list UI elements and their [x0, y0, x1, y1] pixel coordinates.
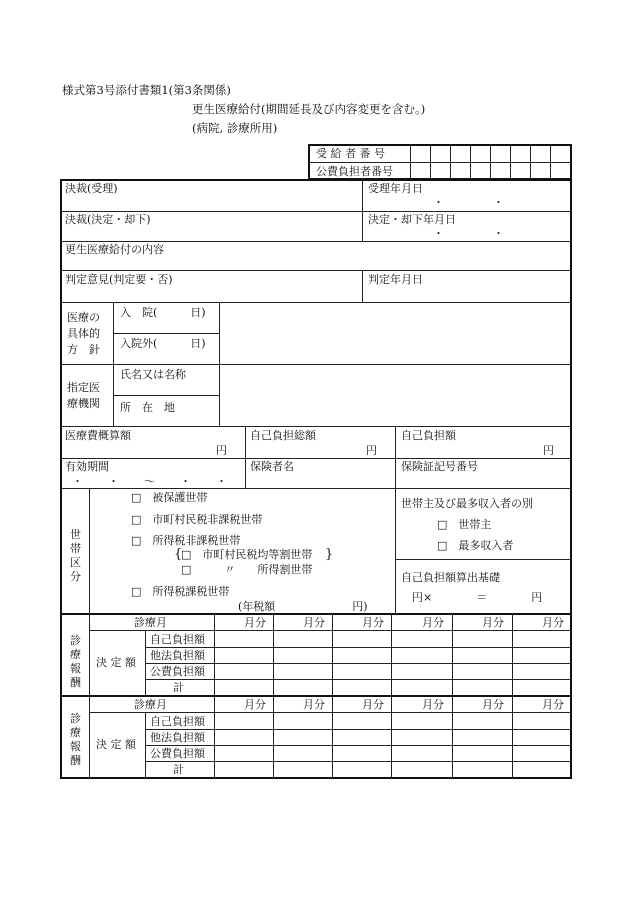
validity-label: 有効期間 — [65, 460, 109, 473]
copay-yen: 円 — [543, 444, 554, 457]
billing-month-1: 月分 — [244, 616, 266, 629]
validity-period-value: ・ ・ ～ ・ ・ — [72, 475, 228, 488]
household-option-municipal-exempt[interactable]: □ 市町村民税非課税世帯 — [131, 513, 263, 526]
billing-item-other-1: 他法負担額 — [150, 649, 205, 662]
billing-month-6: 月分 — [542, 616, 564, 629]
institution-label-2: 療機関 — [67, 397, 100, 410]
billing-month-label-2: 診療月 — [134, 698, 167, 711]
billing-month-1: 月分 — [244, 698, 266, 711]
household-head-option[interactable]: □ 世帯主 — [437, 518, 492, 531]
reject-date-label: 決定・却下年月日 — [368, 213, 456, 226]
billing-item-total-2: 計 — [173, 763, 184, 776]
billing-item-public-2: 公費負担額 — [150, 747, 205, 760]
bracket-right: } — [325, 547, 334, 562]
judgment-date-label: 判定年月日 — [368, 273, 423, 286]
bracket-left: { — [174, 547, 183, 562]
billing-item-copay-1: 自己負担額 — [150, 633, 205, 646]
household-option-welfare[interactable]: □ 被保護世帯 — [131, 491, 208, 504]
billing-label-2: 診療報酬 — [70, 712, 81, 767]
copay-total-label: 自己負担総額 — [250, 429, 316, 442]
billing-label-1: 診療報酬 — [70, 634, 81, 689]
copay-label: 自己負担額 — [401, 429, 456, 442]
household-label: 世帯区分 — [70, 528, 81, 583]
reject-date-dot: ・ — [493, 227, 504, 240]
top-earner-option[interactable]: □ 最多収入者 — [437, 539, 514, 552]
billing-decided-label-1: 決 定 額 — [96, 656, 136, 669]
institution-address-label: 所 在 地 — [120, 401, 175, 414]
institution-name-label: 氏名又は名称 — [120, 368, 186, 381]
insurer-label: 保険者名 — [250, 460, 294, 473]
billing-month-5: 月分 — [482, 698, 504, 711]
institution-label-1: 指定医 — [67, 381, 100, 394]
policy-label-3: 方 針 — [67, 343, 100, 356]
annual-tax-amount: (年税額 円) — [238, 600, 368, 613]
judgment-label: 判定意見(判定要・否) — [65, 273, 173, 286]
recipient-number-label: 受 給 者 番 号 — [316, 147, 385, 160]
household-sub-option-equal[interactable]: □ 市町村民税均等割世帯 — [181, 548, 313, 561]
decision-reject-label: 決裁(決定・却下) — [65, 213, 151, 226]
billing-item-copay-2: 自己負担額 — [150, 715, 205, 728]
reject-date-dot: ・ — [433, 227, 444, 240]
household-sub-option-income[interactable]: □ 〃 所得割世帯 — [181, 563, 313, 576]
form-subtitle: (病院, 診療所用) — [192, 121, 278, 135]
copay-total-yen: 円 — [366, 444, 377, 457]
billing-item-other-2: 他法負担額 — [150, 731, 205, 744]
benefit-content-label: 更生医療給付の内容 — [65, 243, 164, 256]
billing-month-6: 月分 — [542, 698, 564, 711]
billing-item-public-1: 公費負担額 — [150, 665, 205, 678]
inpatient-days: 入 院( 日) — [120, 306, 206, 319]
billing-month-3: 月分 — [362, 616, 384, 629]
billing-month-label-1: 診療月 — [134, 616, 167, 629]
copay-basis-formula: 円× ＝ 円 — [412, 591, 543, 604]
household-option-income-exempt[interactable]: □ 所得税非課税世帯 — [131, 534, 241, 547]
accept-date-dot: ・ — [433, 196, 444, 209]
billing-month-5: 月分 — [482, 616, 504, 629]
billing-month-4: 月分 — [422, 616, 444, 629]
accept-date-dot: ・ — [493, 196, 504, 209]
household-head-title: 世帯主及び最多収入者の別 — [401, 497, 533, 510]
billing-item-total-1: 計 — [173, 681, 184, 694]
estimate-label: 医療費概算額 — [65, 429, 131, 442]
insurance-number-label: 保険証記号番号 — [401, 460, 478, 473]
payer-number-label: 公費負担者番号 — [316, 165, 393, 178]
policy-label-1: 医療の — [67, 311, 100, 324]
billing-decided-label-2: 決 定 額 — [96, 738, 136, 751]
accept-date-label: 受理年月日 — [368, 182, 423, 195]
billing-month-2: 月分 — [303, 698, 325, 711]
estimate-yen: 円 — [216, 444, 227, 457]
billing-month-2: 月分 — [303, 616, 325, 629]
billing-month-3: 月分 — [362, 698, 384, 711]
billing-month-4: 月分 — [422, 698, 444, 711]
policy-label-2: 具体的 — [67, 327, 100, 340]
form-number: 様式第3号添付書類1(第3条関係) — [62, 83, 231, 97]
household-option-income-taxed[interactable]: □ 所得税課税世帯 — [131, 585, 230, 598]
outpatient-days: 入院外( 日) — [120, 337, 206, 350]
copay-basis-title: 自己負担額算出基礎 — [401, 571, 500, 584]
decision-accept-label: 決裁(受理) — [65, 182, 118, 195]
form-title: 更生医療給付(期間延長及び内容変更を含む。) — [192, 102, 426, 116]
